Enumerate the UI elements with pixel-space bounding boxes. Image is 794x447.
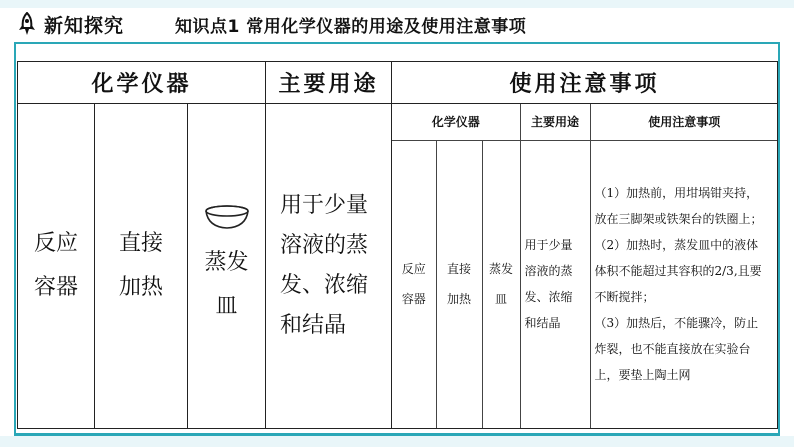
notes-inner-table	[392, 104, 778, 428]
note-line: 放在三脚架或铁架台的铁圈上；	[594, 212, 763, 227]
left-border	[14, 44, 16, 434]
rocket-icon	[16, 12, 38, 36]
knowledge-point-title: 知识点1 常用化学仪器的用途及使用注意事项	[175, 17, 527, 37]
use-text: 用于少量 溶液的蒸 发、浓缩 和结晶	[280, 193, 369, 338]
note-line: 上，要垫上陶土网	[594, 368, 691, 383]
inner-category-text: 反应 容器	[401, 262, 426, 307]
notes-cell	[392, 104, 778, 429]
note-line: （1）加热前，用坩埚钳夹持，	[594, 186, 759, 201]
use-cell	[266, 104, 392, 429]
inner-use-cell	[520, 140, 590, 428]
inner-use-text: 用于少量 溶液的蒸 发、浓缩 和结晶	[524, 238, 573, 331]
evaporating-dish-icon	[202, 203, 252, 233]
instrument-table	[17, 61, 778, 429]
heating-cell	[95, 104, 188, 429]
category-text: 反应 容器	[33, 231, 78, 300]
note-line: （3）加热后，不能骤冷，防止	[594, 316, 759, 331]
inner-notes-cell	[590, 140, 778, 428]
header-divider	[14, 42, 780, 44]
top-band	[0, 0, 794, 8]
instrument-text: 蒸发 皿	[204, 250, 249, 319]
instrument-cell	[188, 104, 266, 429]
inner-instrument-cell	[482, 140, 520, 428]
inner-heating-text: 直接 加热	[446, 262, 471, 307]
note-line: （2）加热时，蒸发皿中的液体	[594, 238, 759, 253]
note-line: 不断搅拌；	[594, 290, 655, 305]
heating-text: 直接 加热	[118, 231, 163, 300]
note-line: 炸裂，也不能直接放在实验台	[594, 342, 751, 357]
inner-heating-cell	[436, 140, 482, 428]
inner-instrument-text: 蒸发 皿	[488, 262, 513, 307]
inner-header-use: 主要用途	[520, 104, 590, 140]
category-cell	[18, 104, 95, 429]
header-instrument: 化学仪器	[18, 62, 266, 104]
note-line: 体积不能超过其容积的2/3,且要	[594, 264, 762, 279]
right-border	[778, 44, 780, 434]
bottom-band	[0, 436, 794, 447]
inner-header-instrument: 化学仪器	[392, 104, 520, 140]
inner-category-cell	[392, 140, 436, 428]
header-use: 主要用途	[266, 62, 392, 104]
inner-header-notes: 使用注意事项	[590, 104, 778, 140]
header-notes: 使用注意事项	[392, 62, 778, 104]
section-header	[16, 10, 124, 38]
section-title: 新知探究	[44, 14, 125, 37]
